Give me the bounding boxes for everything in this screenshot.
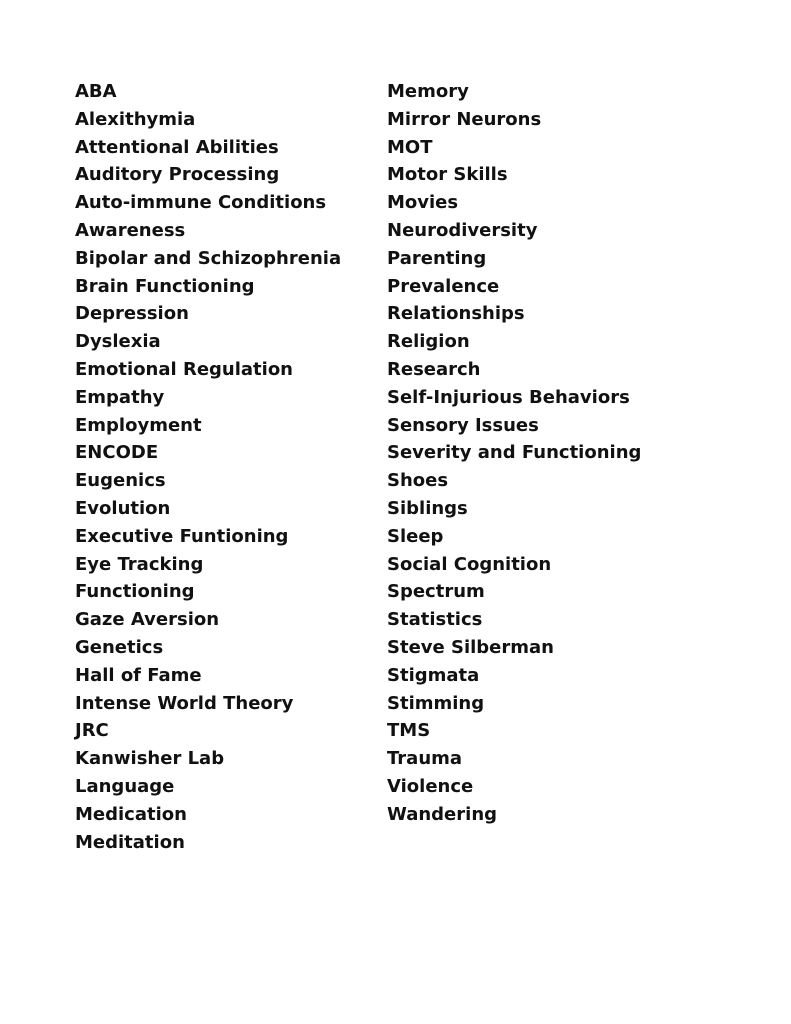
topic-item: Research — [387, 358, 481, 380]
topic-item: JRC — [75, 720, 109, 742]
topic-item: Parenting — [387, 247, 487, 269]
topic-item: Shoes — [387, 470, 449, 492]
topic-item: TMS — [387, 720, 431, 742]
topic-item: Neurodiversity — [387, 219, 538, 241]
topic-item: Language — [75, 775, 175, 797]
topic-item: MOT — [387, 136, 433, 158]
topic-item: Hall of Fame — [75, 664, 202, 686]
topic-item: Brain Functioning — [75, 275, 255, 297]
topic-item: Wandering — [387, 803, 498, 825]
topic-item: Social Cognition — [387, 553, 552, 575]
topic-item: Steve Silberman — [387, 636, 554, 658]
topic-item: Movies — [387, 192, 459, 214]
topic-item: Prevalence — [387, 275, 500, 297]
topic-item: Stigmata — [387, 664, 480, 686]
topic-item: Motor Skills — [387, 164, 508, 186]
topic-item: Spectrum — [387, 581, 485, 603]
topic-item: Mirror Neurons — [387, 108, 542, 130]
topic-item: Dyslexia — [75, 331, 161, 353]
topic-item: Eugenics — [75, 470, 166, 492]
topic-item: Intense World Theory — [75, 692, 294, 714]
topic-item: Auditory Processing — [75, 164, 280, 186]
topic-item: Meditation — [75, 831, 185, 853]
topic-item: Self-Injurious Behaviors — [387, 386, 630, 408]
topic-item: Medication — [75, 803, 187, 825]
topic-item: Statistics — [387, 609, 483, 631]
topic-list-left — [75, 78, 375, 856]
topic-item: Empathy — [75, 386, 165, 408]
topic-item: Awareness — [75, 219, 186, 241]
topic-item: Sensory Issues — [387, 414, 539, 436]
topic-item: Evolution — [75, 497, 171, 519]
topic-item: Trauma — [387, 748, 463, 770]
topic-item: Kanwisher Lab — [75, 748, 225, 770]
topic-item: Emotional Regulation — [75, 358, 293, 380]
topic-item: Auto-immune Conditions — [75, 192, 327, 214]
topic-item: Genetics — [75, 636, 164, 658]
topic-item: Alexithymia — [75, 108, 196, 130]
topic-item: Depression — [75, 303, 189, 325]
topic-item: Attentional Abilities — [75, 136, 279, 158]
topic-list-right — [387, 78, 777, 829]
topic-item: Memory — [387, 81, 469, 102]
topic-item: Severity and Functioning — [387, 442, 642, 464]
topic-item: Functioning — [75, 581, 195, 603]
topic-item: Gaze Aversion — [75, 609, 220, 631]
topic-item: Religion — [387, 331, 470, 353]
topic-item: ABA — [75, 81, 117, 102]
topic-item: Stimming — [387, 692, 485, 714]
topic-item: Siblings — [387, 497, 468, 519]
topic-item: Eye Tracking — [75, 553, 204, 575]
topic-item: Executive Funtioning — [75, 525, 289, 547]
topic-item: Bipolar and Schizophrenia — [75, 247, 342, 269]
topic-item: Violence — [387, 775, 474, 797]
topic-item: ENCODE — [75, 442, 159, 464]
topic-item: Relationships — [387, 303, 525, 325]
topic-item: Sleep — [387, 525, 444, 547]
topic-item: Employment — [75, 414, 202, 436]
